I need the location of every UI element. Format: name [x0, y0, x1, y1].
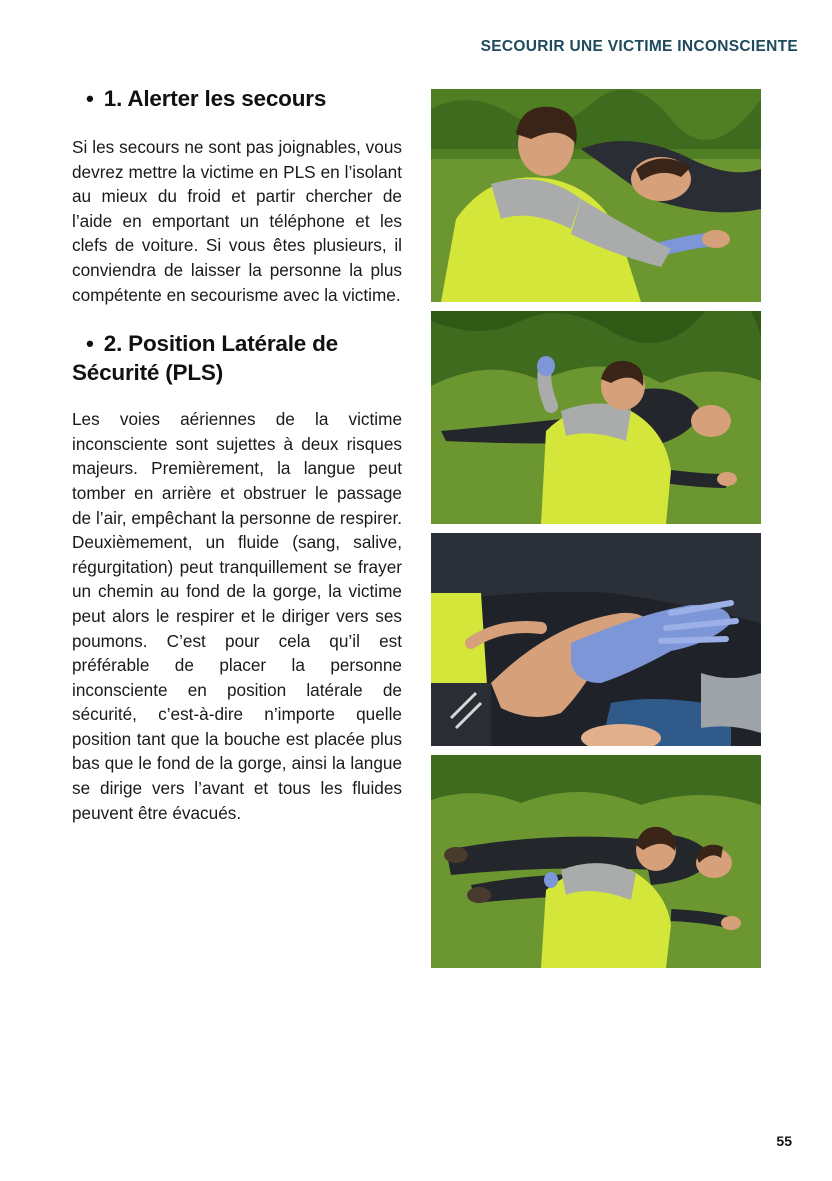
paragraph-alerter: Si les secours ne sont pas joignables, vous devrez mettre la victime en PLS en l’isolant au mieux du froid et partir chercher de l’aide en emportant un téléphone et les clefs de voiture. Si vous êtes plusieurs, il conviendra de laisser la personne la plus compétente en secourisme avec la victime.	[72, 137, 402, 305]
heading-text-line2: Sécurité (PLS)	[72, 360, 223, 386]
photo-illustration	[431, 533, 761, 746]
heading-bullet: •	[86, 331, 94, 357]
section-heading-alerter	[86, 84, 402, 113]
heading-bullet: •	[86, 86, 94, 111]
running-header: SECOURIR UNE VICTIME INCONSCIENTE	[480, 38, 798, 55]
section-heading-pls	[72, 329, 402, 387]
heading-text: 1. Alerter les secours	[103, 86, 327, 111]
photo-recovery-position	[431, 755, 761, 968]
photo-illustration	[431, 89, 761, 302]
photo-illustration	[431, 311, 761, 524]
photo-illustration	[431, 755, 761, 968]
photo-rolling-victim	[431, 311, 761, 524]
page-number: 55	[776, 1133, 792, 1149]
text-column	[72, 84, 402, 825]
heading-text-line1: 2. Position Latérale de	[103, 331, 338, 357]
paragraph-pls: Les voies aériennes de la victime inconsciente sont sujettes à deux risques majeurs. Premièrement, la langue peut tomber en arrière et obstruer le passage de l’air, empêchant la personne de respirer. Deuxièmement, un fluide (sang, salive, régurgitation) peut tranquillement se frayer un chemin au fond de la gorge, la victime peut alors le respirer et le diriger vers ses poumons. C’est pour cela qu’il est préférable de placer la personne inconsciente en position latérale de sécurité, c’est-à-dire n’importe quelle position tant que la bouche est placée plus bas que le fond de la gorge, ainsi la langue se dirige vers l’avant et tous les fluides peuvent être évacués.	[72, 409, 402, 823]
photo-column	[431, 89, 761, 977]
photo-hand-closeup	[431, 533, 761, 746]
photo-rescuer-beside-victim	[431, 89, 761, 302]
